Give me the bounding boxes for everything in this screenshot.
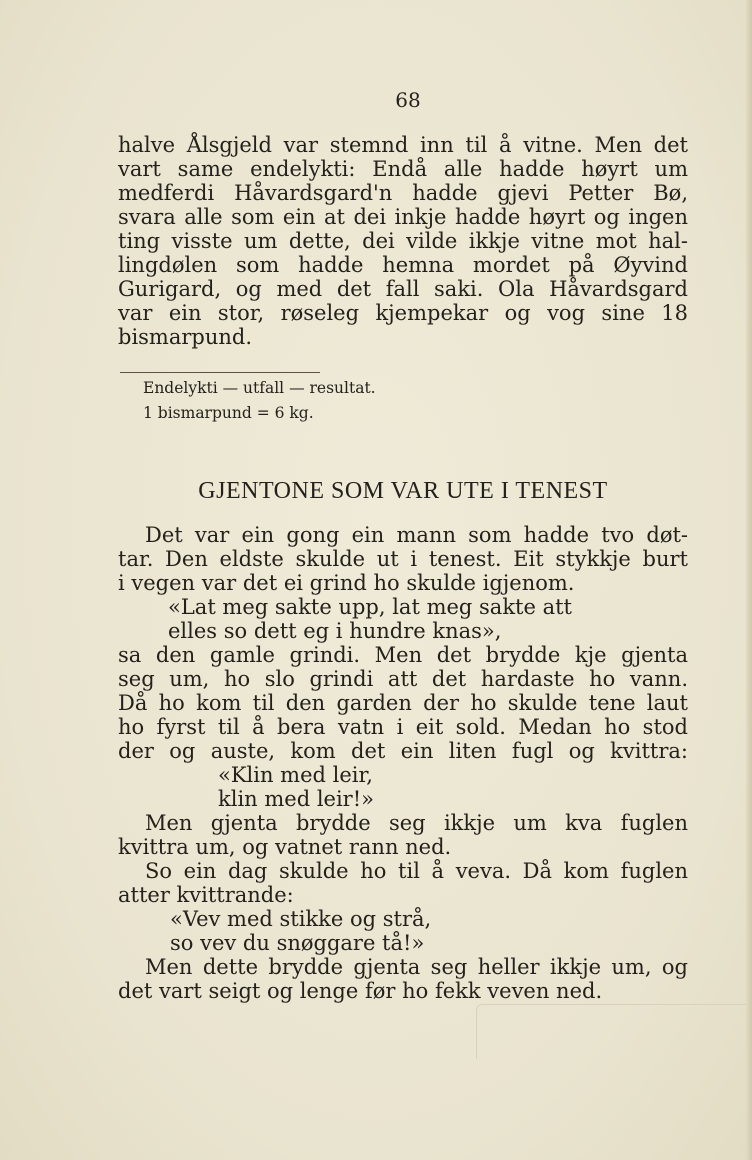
verse-line: so vev du snøggare tå!» bbox=[170, 931, 425, 955]
text-line: Gurigard, og med det fall saki. Ola Håvardsgard bbox=[118, 277, 688, 301]
text-line: ting visste um dette, dei vilde ikkje vitne mot hal- bbox=[118, 229, 688, 253]
text-line: Då ho kom til den garden der ho skulde tene laut bbox=[118, 691, 688, 715]
text-line: lingdølen som hadde hemna mordet på Øyvind bbox=[118, 253, 688, 277]
text-line: Men gjenta brydde seg ikkje um kva fuglen bbox=[145, 811, 688, 835]
story-title: GJENTONE SOM VAR UTE I TENEST bbox=[198, 478, 608, 504]
footnote: 1 bismarpund = 6 kg. bbox=[143, 404, 314, 422]
page-number: 68 bbox=[395, 88, 421, 112]
verse-line: klin med leir!» bbox=[218, 787, 375, 811]
verse-line: «Klin med leir, bbox=[218, 763, 373, 787]
page-edge bbox=[746, 0, 752, 1160]
text-line: halve Ålsgjeld var stemnd inn til å vitne. Men det bbox=[118, 133, 688, 157]
text-line: kvittra um, og vatnet rann ned. bbox=[118, 835, 452, 859]
text-line: Det var ein gong ein mann som hadde tvo døt- bbox=[145, 523, 688, 547]
footnote-divider bbox=[120, 372, 320, 373]
verse-line: «Lat meg sakte upp, lat meg sakte att bbox=[168, 595, 572, 619]
text-line: tar. Den eldste skulde ut i tenest. Eit stykkje burt bbox=[118, 547, 688, 571]
paper-stain bbox=[476, 1004, 752, 1059]
text-line: seg um, ho slo grindi att det hardaste ho vann. bbox=[118, 667, 688, 691]
text-line: So ein dag skulde ho til å veva. Då kom fuglen bbox=[145, 859, 688, 883]
footnote: Endelykti — utfall — resultat. bbox=[143, 379, 376, 397]
text-line: vart same endelykti: Endå alle hadde høyrt um bbox=[118, 157, 688, 181]
text-line: bismarpund. bbox=[118, 325, 253, 349]
text-line: det vart seigt og lenge før ho fekk veven ned. bbox=[118, 979, 603, 1003]
text-line: Men dette brydde gjenta seg heller ikkje um, og bbox=[145, 955, 688, 979]
text-line: svara alle som ein at dei inkje hadde høyrt og ingen bbox=[118, 205, 688, 229]
text-line: var ein stor, røseleg kjempekar og vog sine 18 bbox=[118, 301, 688, 325]
text-line: ho fyrst til å bera vatn i eit sold. Medan ho stod bbox=[118, 715, 688, 739]
text-line: i vegen var det ei grind ho skulde igjenom. bbox=[118, 571, 575, 595]
text-line: atter kvittrande: bbox=[118, 883, 294, 907]
verse-line: «Vev med stikke og strå, bbox=[170, 907, 432, 931]
text-line: sa den gamle grindi. Men det brydde kje gjenta bbox=[118, 643, 688, 667]
text-line: der og auste, kom det ein liten fugl og kvittra: bbox=[118, 739, 688, 763]
text-line: medferdi Håvardsgard'n hadde gjevi Petter Bø, bbox=[118, 181, 688, 205]
verse-line: elles so dett eg i hundre knas», bbox=[168, 619, 502, 643]
